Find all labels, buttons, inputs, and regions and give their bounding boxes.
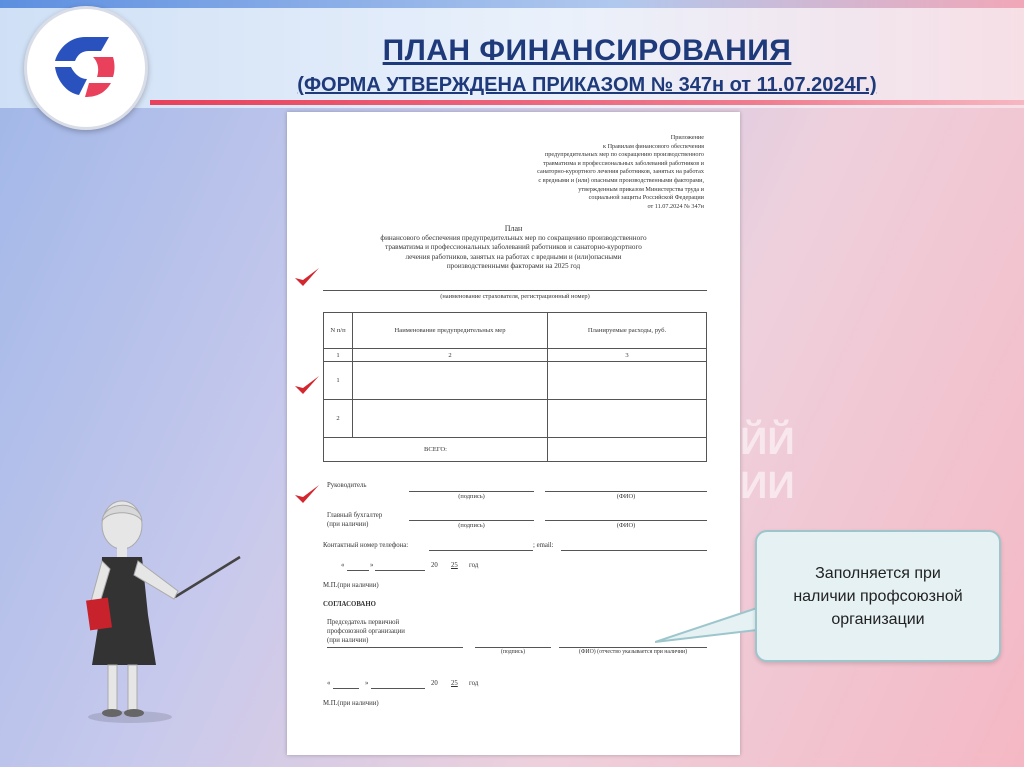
checkmark-icon — [293, 265, 321, 289]
stamp-label: М.П.(при наличии) — [323, 582, 379, 589]
page-title: ПЛАН ФИНАНСИРОВАНИЯ — [382, 34, 792, 67]
table-row-number: 2 — [324, 400, 353, 438]
appendix-line: утвержденным приказом Министерства труда и — [578, 185, 704, 193]
date-year-value: 25 — [451, 562, 458, 569]
checkmark-icon — [293, 482, 321, 506]
email-line — [561, 550, 707, 551]
appendix-line: к Правилам финансового обеспечения — [603, 142, 704, 150]
table-header-measures: Наименование предупредительных мер — [353, 313, 548, 349]
callout-text: Заполняется при наличии профсоюзной организации — [793, 564, 963, 628]
date-month-line — [375, 570, 425, 571]
header-red-line — [150, 100, 1024, 105]
background-watermark — [740, 420, 795, 508]
manager-label: Руководитель — [327, 482, 367, 489]
appendix-block — [474, 134, 704, 211]
appendix-line: от 11.07.2024 № 347н — [647, 202, 704, 210]
table-col-number: 1 — [324, 349, 353, 362]
appendix-line: травматизма и профессиональных заболеваний работников и — [543, 159, 704, 167]
fio-caption: (ФИО) — [616, 522, 636, 529]
accountant-fio-line — [545, 520, 707, 521]
signature-caption: (подпись) — [500, 649, 526, 655]
date-quote-open: « — [327, 680, 331, 687]
table-cell — [353, 400, 548, 438]
date-year-suffix: год — [469, 562, 479, 569]
plan-line: финансового обеспечения предупредительных мер по сокращению производственного — [380, 233, 647, 242]
chairman-line: Председатель первичной — [327, 619, 400, 626]
table-total-row — [324, 438, 707, 462]
date-month-line — [371, 688, 425, 689]
table-header-number: N п/п — [324, 313, 353, 349]
callout-bubble — [755, 530, 1001, 662]
table-cell — [548, 400, 707, 438]
table-row-number: 1 — [324, 362, 353, 400]
chairman-name-line — [327, 647, 463, 648]
fio-caption: (ФИО) — [616, 493, 636, 500]
date-year-suffix: год — [469, 680, 479, 687]
callout-tail — [655, 600, 765, 650]
sfr-logo — [24, 6, 148, 130]
agreed-label: СОГЛАСОВАНО — [323, 601, 376, 608]
checkmark-icon — [293, 373, 321, 397]
table-total-label: ВСЕГО: — [324, 438, 548, 462]
date-year-prefix: 20 — [431, 680, 438, 687]
stamp-label: М.П.(при наличии) — [323, 700, 379, 707]
date-day-line — [347, 570, 369, 571]
watermark-line: ИИ — [740, 465, 795, 507]
email-label: ; email: — [533, 542, 554, 549]
appendix-line: санаторно-курортного лечения работников, занятых на работах — [537, 168, 704, 176]
chairman-line: (при наличии) — [327, 637, 369, 644]
contact-phone-line — [429, 550, 533, 551]
chairman-signature-line — [475, 647, 551, 648]
date-quote-open: « — [341, 562, 345, 569]
header-stripe — [0, 0, 1024, 8]
insurer-name-line — [323, 290, 707, 291]
table-row — [324, 362, 707, 400]
measures-table — [323, 312, 707, 462]
plan-line: лечения работников, занятых на работах с вредными и (или)опасными — [405, 252, 622, 261]
appendix-line: Приложение — [670, 134, 704, 141]
accountant-signature-line — [409, 520, 534, 521]
table-col-number: 3 — [548, 349, 707, 362]
table-cell — [353, 362, 548, 400]
appendix-line: предупредительных мер по сокращению производственного — [544, 151, 704, 159]
manager-fio-line — [545, 491, 707, 492]
sfr-logo-icon — [41, 23, 129, 111]
table-col-number: 2 — [353, 349, 548, 362]
appendix-line: социальной защиты Российской Федерации — [588, 194, 704, 202]
signature-caption: (подпись) — [458, 493, 485, 500]
plan-line: травматизма и профессиональных заболеваний работников и санаторно-курортного — [385, 243, 642, 252]
date-year-value: 25 — [451, 680, 458, 687]
manager-signature-line — [409, 491, 534, 492]
date-year-prefix: 20 — [431, 562, 438, 569]
accountant-note: (при наличии) — [327, 521, 369, 528]
watermark-line: ЙЙ — [740, 421, 795, 463]
date-quote-close: » — [370, 562, 374, 569]
date-quote-close: » — [365, 680, 369, 687]
table-row — [324, 400, 707, 438]
appendix-line: с вредными и (или) опасными производственными факторами, — [538, 176, 704, 184]
table-header-expenses: Планируемые расходы, руб. — [548, 313, 707, 349]
table-total-value — [548, 438, 707, 462]
signature-caption: (подпись) — [458, 522, 485, 529]
date-day-line — [333, 688, 359, 689]
chairman-fio-caption: (ФИО) (отчество указывается при наличии) — [578, 649, 688, 655]
presenter-figure-icon — [80, 495, 250, 725]
accountant-label: Главный бухгалтер — [327, 512, 383, 519]
chairman-line: профсоюзной организации — [327, 628, 405, 635]
table-cell — [548, 362, 707, 400]
plan-heading — [337, 224, 690, 272]
insurer-caption: (наименование страхователя, регистрационный номер) — [440, 293, 590, 300]
plan-line: производственными факторами на 2025 год — [446, 262, 581, 271]
contact-phone-label: Контактный номер телефона: — [323, 542, 409, 549]
form-document — [287, 112, 740, 755]
plan-title: План — [504, 224, 523, 233]
page-subtitle: (ФОРМА УТВЕРЖДЕНА ПРИКАЗОМ № 347н от 11.07.2024Г.) — [297, 74, 877, 96]
